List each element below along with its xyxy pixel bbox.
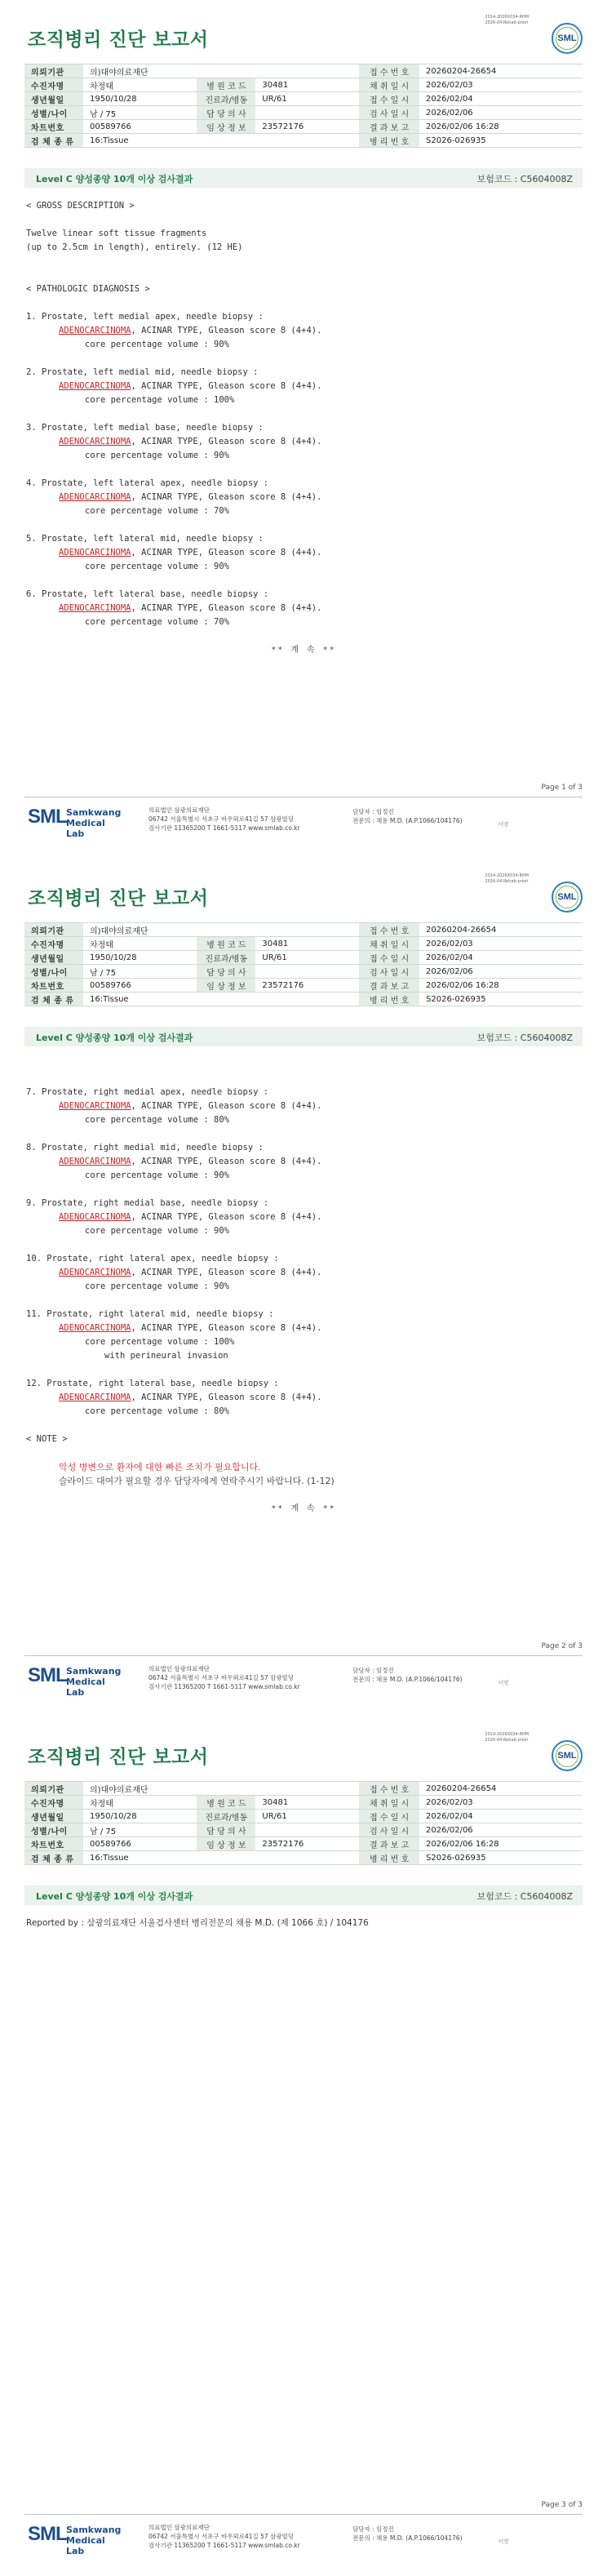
pathologic-diagnosis-header: < PATHOLOGIC DIAGNOSIS > (26, 284, 150, 294)
report-page-2: 2014-2026X034-RHM 2026-04 Rehab-priori 조직병리 진단 보고서 SML 의뢰기관 의)대야의료재단 접 수 번 호 20260204-26654 수진자명 차정태 병 원 코 드 30481 채 취 일 시 2026/02/03 생년월일 1950/10/28 진료과/병동 UR/61 접 수 일 시 2026/02/04 성별/나이 남 / 75 담 당 의 사 검 사 일 시 2026/02/06 차트번호 00589766 임 상 정 보 23572176 결 과 보 고 2026/02/06 16:28 검 체 종 류 16:Tissue 병 리 번 호 S2026-026935 Level C 양성종양 10개 이상 검사결과 보험코드 : C5604008Z 7. Prostate, right medial apex, needle biopsy : ADENOCARCINOMA, ACINAR TYPE, Gleason score 8 (4+4). core percentage volume : 80% 8. Prostate, right medial mid, needle biopsy : ADENOCARCINOMA, ACINAR TYPE, Gleason score 8 (4+4). core percentage volume : 90% 9. Prostate, right medial base, needle biopsy : ADENOCARCINOMA, ACINAR TYPE, Gleason score 8 (4+4). core percentage volume : 90% 10. Prostate, right lateral apex, needle biopsy : ADENOCARCINOMA, ACINAR TYPE, Gleason score 8 (4+4). core percentage volume : 90% 11. Prostate, right lateral mid, needle biopsy : ADENOCARCINOMA, ACINAR TYPE, Gleason score 8 (4+4). core percentage volume : 100% with perineural invasion 12. Prostate, right lateral base, needle biopsy : ADENOCARCINOMA, ACINAR TYPE, Gleason score 8 (4+4). core percentage volume : 80% < NOTE > 악성 병변으로 환자에 대한 빠른 조치가 필요합니다. 슬라이드 대여가 필요할 경우 담당자에게 연락주시기 바랍니다. (1-12) ** 계 속 ** Page 2 of 3 SML Samkwang Medical Lab 의료법인 삼광의료재단 06742 서울특별시 서초구 바우뫼로41길 57 삼광빌딩 검사기관 11365200 T 1661-5117 www.smlab.co.kr 담당자 : 임정진 전문의 : 채용 M.D. (A.P.1066/104176) 서명 (0, 859, 607, 1717)
note-urgent: 악성 병변으로 환자에 대한 빠른 조치가 필요합니다. (59, 1462, 261, 1472)
report-body (26, 1916, 581, 1930)
page-number: Page 2 of 3 (541, 1642, 583, 1650)
samkwang-logo-icon: SML Samkwang Medical Lab (28, 1664, 122, 1698)
report-title: 조직병리 진단 보고서 (28, 1747, 209, 1768)
report-title: 조직병리 진단 보고서 (28, 29, 209, 51)
gross-header: < GROSS DESCRIPTION > (26, 201, 135, 211)
level-bar: Level C 양성종양 10개 이상 검사결과 보험코드 : C5604008Z (24, 1027, 583, 1046)
footer: SML Samkwang Medical Lab 의료법인 삼광의료재단 06742 서울특별시 서초구 바우뫼로41길 57 삼광빌딩 검사기관 11365200 T 1661-5117 www.smlab.co.kr 담당자 : 임정진 전문의 : 채용 M.D. (A.P.1066/104176) 서명 (24, 797, 583, 839)
continued-marker: ** 계 속 ** (271, 1504, 336, 1513)
sml-logo-icon: SML (552, 1740, 583, 1771)
note-slide-request: 슬라이드 대여가 필요할 경우 담당자에게 연락주시기 바랍니다. (1-12) (59, 1476, 335, 1486)
level-bar: Level C 양성종양 10개 이상 검사결과 보험코드 : C5604008Z (24, 1885, 583, 1905)
report-body: 7. Prostate, right medial apex, needle biopsy : ADENOCARCINOMA, ACINAR TYPE, Gleason score 8 (4+4). core percentage volume : 80% 8. Prostate, right medial mid, needle biopsy : ADENOCARCINOMA, ACINAR TYPE, Gleason score 8 (4+4). core percentage volume : 90% 9. Prostate, right medial base, needle biopsy : ADENOCARCINOMA, ACINAR TYPE, Gleason score 8 (4+4). core percentage volume : 90% 10. Prostate, right lateral apex, needle biopsy : ADENOCARCINOMA, ACINAR TYPE, Gleason score 8 (4+4). core percentage volume : 90% 11. Prostate, right lateral mid, needle biopsy : ADENOCARCINOMA, ACINAR TYPE, Gleason score 8 (4+4). core percentage volume : 100% with perineural invasion 12. Prostate, right lateral base, needle biopsy : ADENOCARCINOMA, ACINAR TYPE, Gleason score 8 (4+4). core percentage volume : 80% < NOTE > 악성 병변으로 환자에 대한 빠른 조치가 필요합니다. 슬라이드 대여가 필요할 경우 담당자에게 연락주시기 바랍니다. (1-12) ** 계 속 ** (26, 1058, 581, 1516)
footer: SML Samkwang Medical Lab 의료법인 삼광의료재단 06742 서울특별시 서초구 바우뫼로41길 57 삼광빌딩 검사기관 11365200 T 1661-5117 www.smlab.co.kr 담당자 : 임정진 전문의 : 채용 M.D. (A.P.1066/104176) 서명 (24, 2514, 583, 2556)
value-birthdate: 1950/10/28 (83, 92, 197, 106)
signature: 서명 (498, 2538, 509, 2545)
diagnosis-term: ADENOCARCINOMA (59, 1101, 131, 1111)
value-hospital-code: 30481 (255, 78, 359, 92)
reported-by: Reported by : 삼광의료재단 서울검사센터 병리전문의 채용 M.D. (제 1066 호) / 104176 (26, 1918, 369, 1928)
value-pathology-number: S2026-026935 (419, 134, 583, 148)
report-page-3: 2014-2026X034-RHM 2026-04 Rehab-priori 조직병리 진단 보고서 SML 의뢰기관 의)대야의료재단 접 수 번 호 20260204-26654 수진자명 차정태 병 원 코 드 30481 채 취 일 시 2026/02/03 생년월일 1950/10/28 진료과/병동 UR/61 접 수 일 시 2026/02/04 성별/나이 남 / 75 담 당 의 사 검 사 일 시 2026/02/06 차트번호 00589766 임 상 정 보 23572176 결 과 보 고 2026/02/06 16:28 검 체 종 류 16:Tissue 병 리 번 호 S2026-026935 Level C 양성종양 10개 이상 검사결과 보험코드 : C5604008Z Reported by : 삼광의료재단 서울검사센터 병리전문의 채용 M.D. (제 1066 호) / 104176 Page 3 of 3 SML Samkwang Medical Lab 의료법인 삼광의료재단 06742 서울특별시 서초구 바우뫼로41길 57 삼광빌딩 검사기관 11365200 T 1661-5117 www.smlab.co.kr 담당자 : 임정진 전문의 : 채용 M.D. (A.P.1066/104176) 서명 (0, 1717, 607, 2576)
report-page-1 (0, 0, 607, 859)
value-chart-number: 00589766 (83, 120, 197, 134)
signature: 서명 (498, 1680, 509, 1686)
value-referring-institution: 의)대야의료재단 (83, 64, 359, 78)
page-number: Page 1 of 3 (541, 784, 583, 792)
diagnosis-term: ADENOCARCINOMA (59, 326, 131, 335)
note-header: < NOTE > (26, 1434, 68, 1444)
continued-marker: ** 계 속 ** (271, 646, 336, 655)
label-referring-institution: 의뢰기관 (24, 64, 83, 78)
footer: SML Samkwang Medical Lab 의료법인 삼광의료재단 06742 서울특별시 서초구 바우뫼로41길 57 삼광빌딩 검사기관 11365200 T 1661-5117 www.smlab.co.kr 담당자 : 임정진 전문의 : 채용 M.D. (A.P.1066/104176) 서명 (24, 1655, 583, 1698)
report-body: < GROSS DESCRIPTION > Twelve linear soft tissue fragments (up to 2.5cm in length), entirely. (12 HE) < PATHOLOGIC DIAGNOSIS > 1. Prostate, left medial apex, needle biopsy : ADENOCARCINOMA, ACINAR TYPE, Gleason score 8 (4+4). core percentage volume : 90% 2. Prostate, left medial mid, needle biopsy : ADENOCARCINOMA, ACINAR TYPE, Gleason score 8 (4+4). core percentage volume : 100% 3. Prostate, left medial base, needle biopsy : ADENOCARCINOMA, ACINAR TYPE, Gleason score 8 (4+4). core percentage volume : 90% 4. Prostate, left lateral apex, needle biopsy : ADENOCARCINOMA, ACINAR TYPE, Gleason score 8 (4+4). core percentage volume : 70% 5. Prostate, left lateral mid, needle biopsy : ADENOCARCINOMA, ACINAR TYPE, Gleason score 8 (4+4). core percentage volume : 90% 6. Prostate, left lateral base, needle biopsy : ADENOCARCINOMA, ACINAR TYPE, Gleason score 8 (4+4). core percentage volume : 70% ** 계 속 ** (26, 199, 581, 657)
page-number: Page 3 of 3 (541, 2501, 583, 2509)
samkwang-logo-icon: SML Samkwang Medical Lab (28, 806, 122, 839)
samkwang-logo-icon: SML Samkwang Medical Lab (28, 2523, 122, 2556)
top-meta: 2014-2026X034-RHM 2026-04 Rehab-priori (485, 15, 529, 25)
level-bar: Level C 양성종양 10개 이상 검사결과 보험코드 : C5604008Z (24, 168, 583, 188)
value-patient-name: 차정태 (83, 78, 197, 92)
sml-logo-icon: SML (552, 882, 583, 913)
report-title: 조직병리 진단 보고서 (28, 888, 209, 909)
patient-info-table: 의뢰기관 의)대야의료재단 접 수 번 호 20260204-26654 수진자명 차정태 병 원 코 드 30481 채 취 일 시 2026/02/03 생년월일 1950/10/28 진료과/병동 UR/61 접 수 일 시 2026/02/04 성별/나이 남 / 75 담 당 의 사 검 사 일 시 2026/02/06 차트번호 00589766 임 상 정 보 23572176 결 과 보 고 2026/02/06 16:28 검 체 종 류 16:Tissue 병 리 번 호 S2026-026935 (24, 64, 583, 148)
value-accession-number: 20260204-26654 (419, 64, 583, 78)
sml-logo-icon: SML (552, 23, 583, 54)
patient-info-table: 의뢰기관 의)대야의료재단 접 수 번 호 20260204-26654 수진자명 차정태 병 원 코 드 30481 채 취 일 시 2026/02/03 생년월일 1950/10/28 진료과/병동 UR/61 접 수 일 시 2026/02/04 성별/나이 남 / 75 담 당 의 사 검 사 일 시 2026/02/06 차트번호 00589766 임 상 정 보 23572176 결 과 보 고 2026/02/06 16:28 검 체 종 류 16:Tissue 병 리 번 호 S2026-026935 (24, 1781, 583, 1865)
patient-info-table: 의뢰기관 의)대야의료재단 접 수 번 호 20260204-26654 수진자명 차정태 병 원 코 드 30481 채 취 일 시 2026/02/03 생년월일 1950/10/28 진료과/병동 UR/61 접 수 일 시 2026/02/04 성별/나이 남 / 75 담 당 의 사 검 사 일 시 2026/02/06 차트번호 00589766 임 상 정 보 23572176 결 과 보 고 2026/02/06 16:28 검 체 종 류 16:Tissue 병 리 번 호 S2026-026935 (24, 922, 583, 1006)
signature: 서명 (498, 821, 509, 828)
